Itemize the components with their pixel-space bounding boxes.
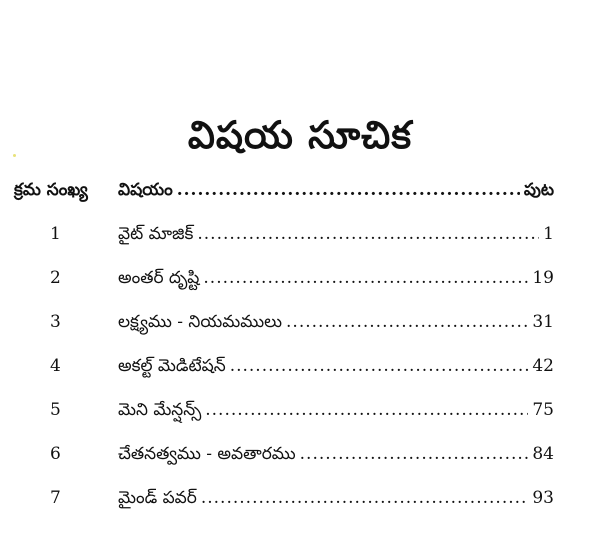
entry-number: 7 bbox=[50, 488, 61, 508]
entry-number: 5 bbox=[50, 400, 61, 420]
toc-row bbox=[14, 442, 554, 486]
entry-subject: అంతర్ దృష్టి bbox=[118, 268, 200, 288]
entry-page: 75 bbox=[532, 400, 554, 420]
entry-page: 84 bbox=[532, 444, 554, 464]
dot-leader bbox=[300, 444, 529, 464]
page-title: విషయ సూచిక bbox=[187, 112, 413, 157]
toc-row bbox=[14, 354, 554, 398]
toc-row bbox=[14, 222, 554, 266]
entry-subject-group bbox=[118, 444, 554, 468]
entry-page: 1 bbox=[543, 224, 554, 244]
header-subject-label: విషయం bbox=[118, 180, 173, 200]
entry-subject: లక్ష్యము - నియమములు bbox=[118, 312, 283, 332]
entry-number: 3 bbox=[50, 312, 61, 332]
entry-subject: అకల్ట్ మెడిటేషన్ bbox=[118, 356, 226, 376]
entry-subject-group bbox=[118, 488, 554, 512]
entry-subject: మైండ్ పవర్ bbox=[118, 488, 197, 508]
entry-page: 93 bbox=[532, 488, 554, 508]
entry-number: 2 bbox=[50, 268, 61, 288]
header-subject-group bbox=[118, 180, 554, 204]
toc-row bbox=[14, 310, 554, 354]
entry-subject: మెని మేన్షన్స్ bbox=[118, 400, 202, 420]
entry-subject-group bbox=[118, 268, 554, 292]
entry-subject-group bbox=[118, 400, 554, 424]
dot-leader bbox=[230, 356, 529, 376]
dot-leader bbox=[201, 488, 529, 508]
entry-subject-group bbox=[118, 224, 554, 248]
entry-number: 6 bbox=[50, 444, 61, 464]
toc-header-row bbox=[14, 180, 554, 208]
header-number-label: క్రమ సంఖ్య bbox=[14, 180, 88, 200]
entry-page: 42 bbox=[532, 356, 554, 376]
dot-leader bbox=[203, 268, 528, 288]
header-page-label: పుట bbox=[523, 180, 554, 200]
toc-row bbox=[14, 266, 554, 310]
toc-row bbox=[14, 486, 554, 530]
entry-subject-group bbox=[118, 312, 554, 336]
entry-number: 4 bbox=[50, 356, 61, 376]
entry-subject: వైట్ మాజిక్ bbox=[118, 224, 194, 244]
dot-leader bbox=[197, 224, 539, 244]
dot-leader bbox=[286, 312, 528, 332]
entry-subject: చేతనత్వము - అవతారము bbox=[118, 444, 296, 464]
toc-list bbox=[14, 222, 554, 530]
entry-page: 19 bbox=[532, 268, 554, 288]
dot-leader bbox=[177, 180, 520, 200]
entry-page: 31 bbox=[532, 312, 554, 332]
entry-number: 1 bbox=[50, 224, 61, 244]
entry-subject-group bbox=[118, 356, 554, 380]
dot-leader bbox=[205, 400, 528, 420]
toc-row bbox=[14, 398, 554, 442]
